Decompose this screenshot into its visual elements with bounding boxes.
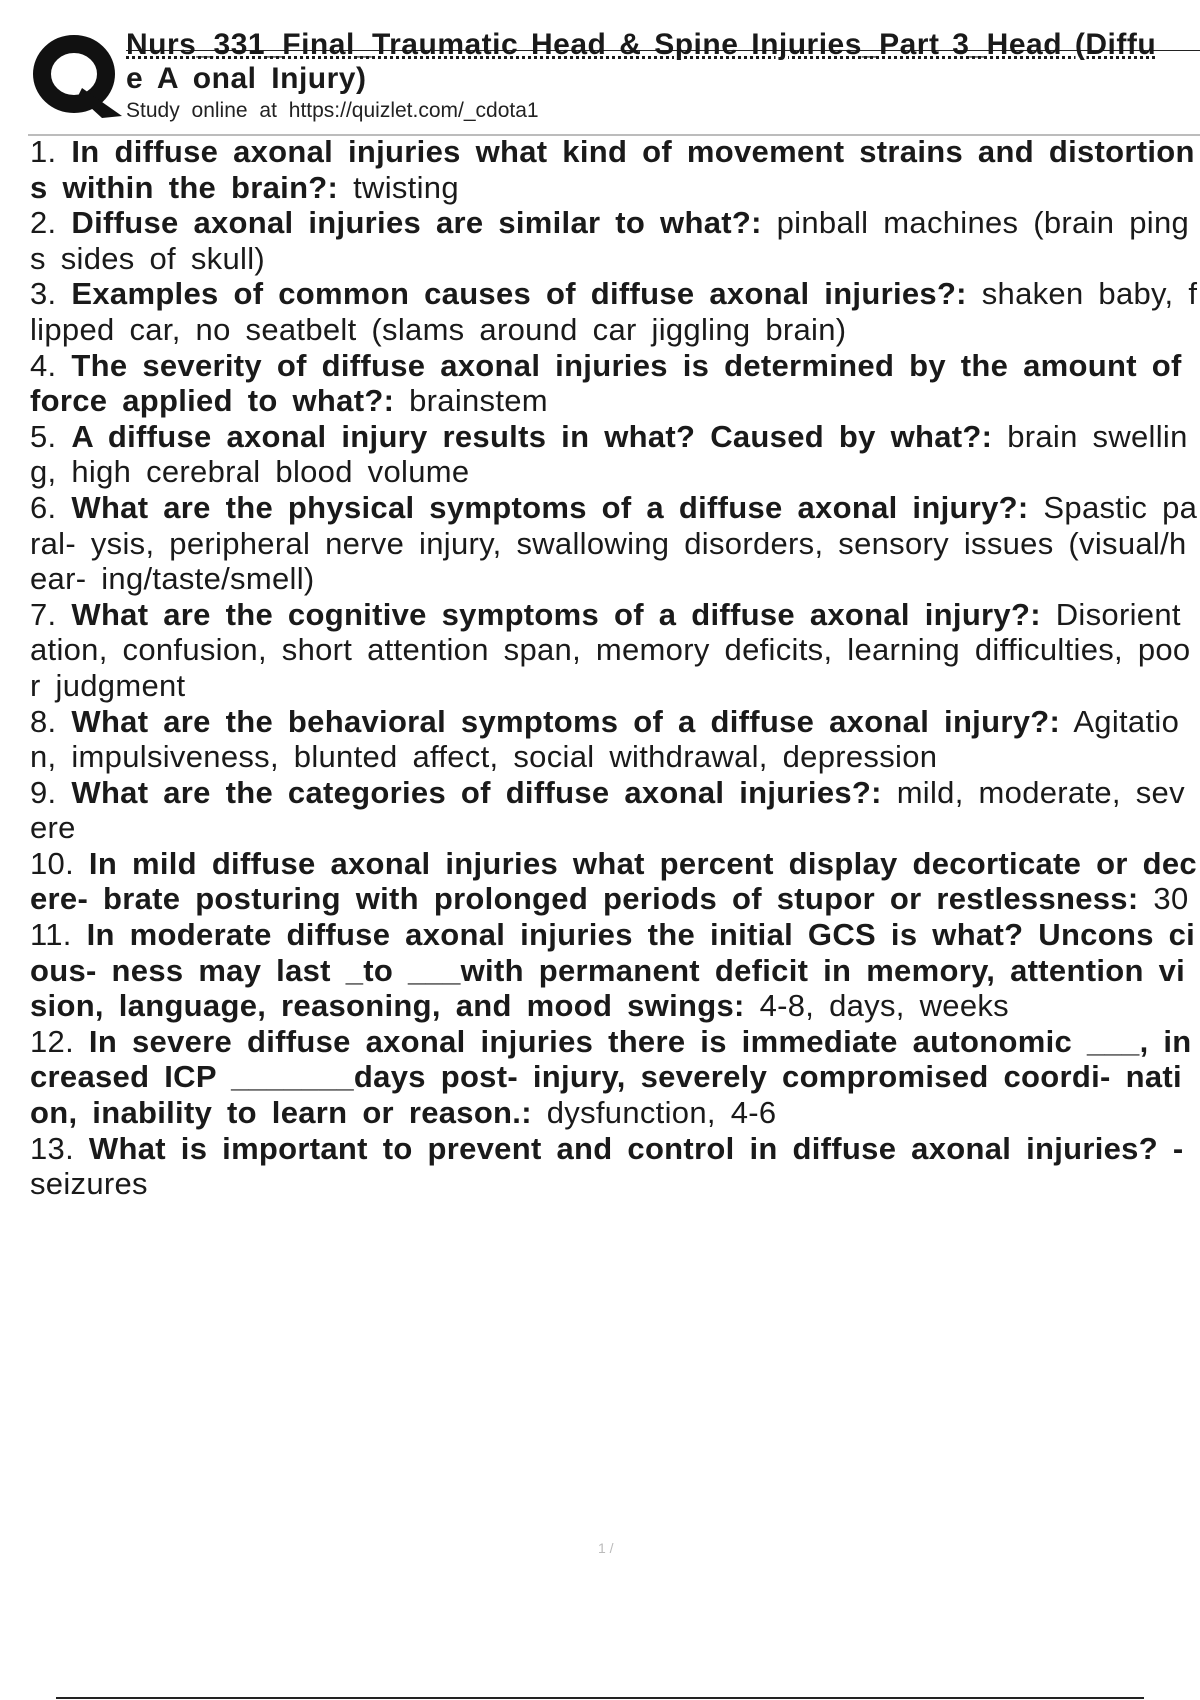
study-online-link[interactable]: Study online at https://quizlet.com/_cdota1 <box>126 99 539 122</box>
question-text: In moderate diffuse axonal injuries the initial GCS is what? Uncons cious- ness may last _to ___with permanent deficit in memory, attention vision, language, reasoning, and mood swings: <box>30 917 1196 1024</box>
item-number: 10. <box>30 845 74 881</box>
document-title-line2: e A onal Injury) <box>126 62 367 95</box>
flashcard-item <box>30 419 1198 490</box>
flashcard-item <box>30 134 1198 205</box>
flashcard-item <box>30 917 1198 1024</box>
question-text: A diffuse axonal injury results in what? Caused by what?: <box>71 418 993 454</box>
flashcard-item <box>30 276 1198 347</box>
item-number: 6. <box>30 489 57 525</box>
footer-rule <box>56 1697 1144 1699</box>
answer-text: seizures <box>30 1166 148 1202</box>
item-number: 1. <box>30 134 57 169</box>
question-text: What are the cognitive symptoms of a diffuse axonal injury?: <box>71 596 1041 632</box>
flashcard-item <box>30 704 1198 775</box>
answer-text: pinball machines (brain pings sides of skull) <box>30 205 1190 276</box>
answer-text: Spastic paral- ysis, peripheral nerve injury, swallowing disorders, sensory issues (visual/hear- ing/taste/smell) <box>30 489 1198 597</box>
quizlet-q-logo-icon <box>30 30 130 122</box>
answer-text: 4-8, days, weeks <box>759 988 1009 1024</box>
flashcard-list <box>30 134 1198 1202</box>
flashcard-item <box>30 1024 1198 1131</box>
flashcard-item <box>30 348 1198 419</box>
question-text: Diffuse axonal injuries are similar to what?: <box>71 205 762 241</box>
question-text: In mild diffuse axonal injuries what percent display decorticate or decere- brate posturing with prolonged periods of stupor or restlessness: <box>30 845 1197 917</box>
question-text: In severe diffuse axonal injuries there is immediate autonomic ___, increased ICP _______days post- injury, severely compromised coordi- nation, inability to learn or reason.: <box>30 1023 1192 1131</box>
item-number: 8. <box>30 703 57 739</box>
flashcard-item <box>30 775 1198 846</box>
answer-text: Disorientation, confusion, short attention span, memory deficits, learning difficulties, poor judgment <box>30 596 1191 703</box>
item-number: 11. <box>30 917 72 953</box>
flashcard-item <box>30 597 1198 704</box>
question-text: Examples of common causes of diffuse axonal injuries?: <box>71 276 967 312</box>
flashcard-item <box>30 1131 1198 1202</box>
answer-text: dysfunction, 4-6 <box>546 1095 777 1131</box>
item-number: 9. <box>30 774 57 810</box>
item-number: 5. <box>30 418 57 454</box>
answer-text: shaken baby, flipped car, no seatbelt (slams around car jiggling brain) <box>30 276 1198 347</box>
answer-text: mild, moderate, severe <box>30 774 1185 846</box>
answer-text: brainstem <box>409 383 548 419</box>
page-number: 1 / <box>598 1540 614 1556</box>
item-number: 13. <box>30 1130 74 1166</box>
answer-text: 30 <box>1153 881 1189 917</box>
item-number: 2. <box>30 205 57 241</box>
item-number: 12. <box>30 1023 74 1059</box>
question-text: What is important to prevent and control in diffuse axonal injuries? - <box>88 1130 1184 1166</box>
answer-text: Agitation, impulsiveness, blunted affect, social withdrawal, depression <box>30 703 1180 775</box>
flashcard-item <box>30 846 1198 917</box>
question-text: The severity of diffuse axonal injuries is determined by the amount of force applied to what?: <box>30 347 1182 419</box>
flashcard-item <box>30 205 1198 276</box>
question-text: What are the behavioral symptoms of a diffuse axonal injury?: <box>71 703 1061 739</box>
question-text: What are the categories of diffuse axonal injuries?: <box>71 774 882 810</box>
answer-text: brain swelling, high cerebral blood volume <box>30 418 1188 490</box>
document-header <box>28 28 1200 130</box>
answer-text: twisting <box>353 169 459 205</box>
item-number: 4. <box>30 347 57 383</box>
item-number: 3. <box>30 276 57 312</box>
document-title <box>126 28 1200 96</box>
document-title-line1: Nurs_331_Final_Traumatic Head & Spine Injuries_Part 3_Head (Diffu <box>126 28 1157 61</box>
item-number: 7. <box>30 596 57 632</box>
question-text: In diffuse axonal injuries what kind of movement strains and distortions within the brain?: <box>30 134 1195 205</box>
question-text: What are the physical symptoms of a diffuse axonal injury?: <box>71 489 1029 525</box>
flashcard-item <box>30 490 1198 597</box>
